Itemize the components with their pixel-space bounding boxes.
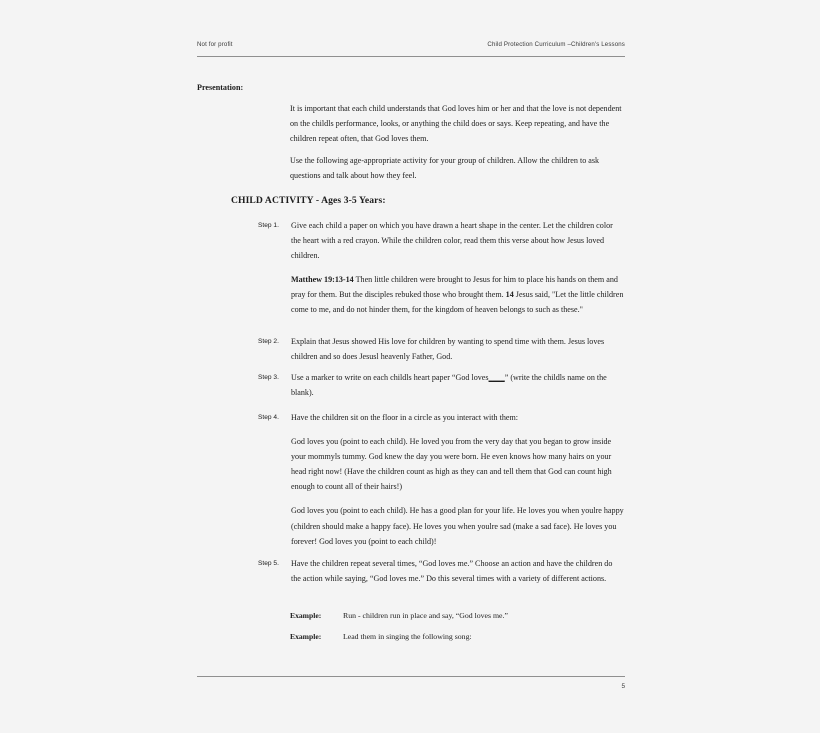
- step-3-paragraph-1: [291, 370, 624, 400]
- step-3-fill-in-blank: ____: [488, 373, 505, 382]
- example-2-label: Example:: [290, 632, 322, 641]
- running-head-left: Not for profit: [197, 41, 233, 48]
- step-3-text: [291, 370, 624, 400]
- step-2-paragraph-1: Explain that Jesus showed His love for children by wanting to spend time with them. Jesus loves children and so does Jesusl heavenly Father, God.: [291, 337, 605, 362]
- running-head: [197, 41, 625, 48]
- page-content-area: [197, 0, 625, 733]
- step-1-scripture: [291, 272, 624, 317]
- scripture-verse-number: 14: [505, 290, 514, 300]
- scripture-text-part-1: Then little children were brought to Jesus for him to place his hands on them and pray for them. But the disciples rebuked those who brought them.: [291, 275, 618, 300]
- footer-divider-rule: [197, 676, 625, 677]
- step-3-text-after-blank: ” (write the childls name on the blank).: [291, 373, 607, 398]
- step-5-paragraph-1: Have the children repeat several times, “God loves me.” Choose an action and have the children do the action while saying, “God loves me.” Do this several times with a variety of different actions.: [291, 559, 613, 584]
- example-1-text: Run - children run in place and say, “God loves me.”: [343, 611, 508, 620]
- step-2-label: Step 2.: [258, 338, 279, 345]
- page-number: 5: [621, 683, 625, 690]
- step-4-text: [291, 410, 624, 549]
- example-1-label: Example:: [290, 611, 322, 620]
- step-row-3: [258, 370, 624, 400]
- step-4-label: Step 4.: [258, 414, 279, 421]
- step-3-text-before-blank: Use a marker to write on each childls heart paper “God loves: [291, 373, 489, 382]
- step-4-paragraph-2: God loves you (point to each child). He loved you from the very day that you began to grow inside your mommyls tummy. God knew the day you were born. He even knows how many hairs on your head right now! (Have the children count as high as they can and tell them that God can count high enough to count all of their hairs!): [291, 437, 612, 492]
- example-row-2: [290, 629, 630, 644]
- step-1-paragraph-1: Give each child a paper on which you have drawn a heart shape in the center. Let the children color the heart with a red crayon. While the children color, read them this verse about how Jesus loved children.: [291, 221, 613, 261]
- example-2-text: Lead them in singing the following song:: [343, 632, 472, 641]
- presentation-label: Presentation:: [197, 83, 244, 92]
- scripture-text-part-2: Jesus said, "Let the little children come to me, and do not hinder them, for the kingdom of heaven belongs to such as these.": [291, 290, 624, 315]
- activity-section-heading: CHILD ACTIVITY - Ages 3-5 Years:: [231, 195, 386, 206]
- step-5-label: Step 5.: [258, 560, 279, 567]
- example-row-1: [290, 608, 630, 623]
- step-4-paragraph-1: Have the children sit on the floor in a circle as you interact with them:: [291, 413, 519, 422]
- step-row-1: [258, 218, 624, 318]
- header-divider-rule: [197, 56, 625, 57]
- step-1-text: [291, 218, 624, 318]
- step-2-text: [291, 334, 624, 364]
- step-4-paragraph-3: God loves you (point to each child). He has a good plan for your life. He loves you when youlre happy (children should make a happy face). He loves you when youlre sad (make a sad face). He loves you forever! God loves you (point to each child)!: [291, 506, 624, 546]
- step-row-5: [258, 556, 624, 586]
- step-row-2: [258, 334, 624, 364]
- step-row-4: [258, 410, 624, 549]
- presentation-paragraph-2: Use the following age-appropriate activity for your group of children. Allow the children to ask questions and talk about how they feel.: [290, 156, 600, 181]
- step-3-label: Step 3.: [258, 374, 279, 381]
- step-1-label: Step 1.: [258, 222, 279, 229]
- scripture-reference: Matthew 19:13-14: [291, 275, 354, 285]
- running-head-right: Child Protection Curriculum –Children's Lessons: [487, 41, 625, 48]
- presentation-paragraph-1: It is important that each child understands that God loves him or her and that the love is not dependent on the childls performance, looks, or anything the child does or says. Keep repeating, and have the children repeat often, that God loves them.: [290, 104, 622, 144]
- step-5-text: [291, 556, 624, 586]
